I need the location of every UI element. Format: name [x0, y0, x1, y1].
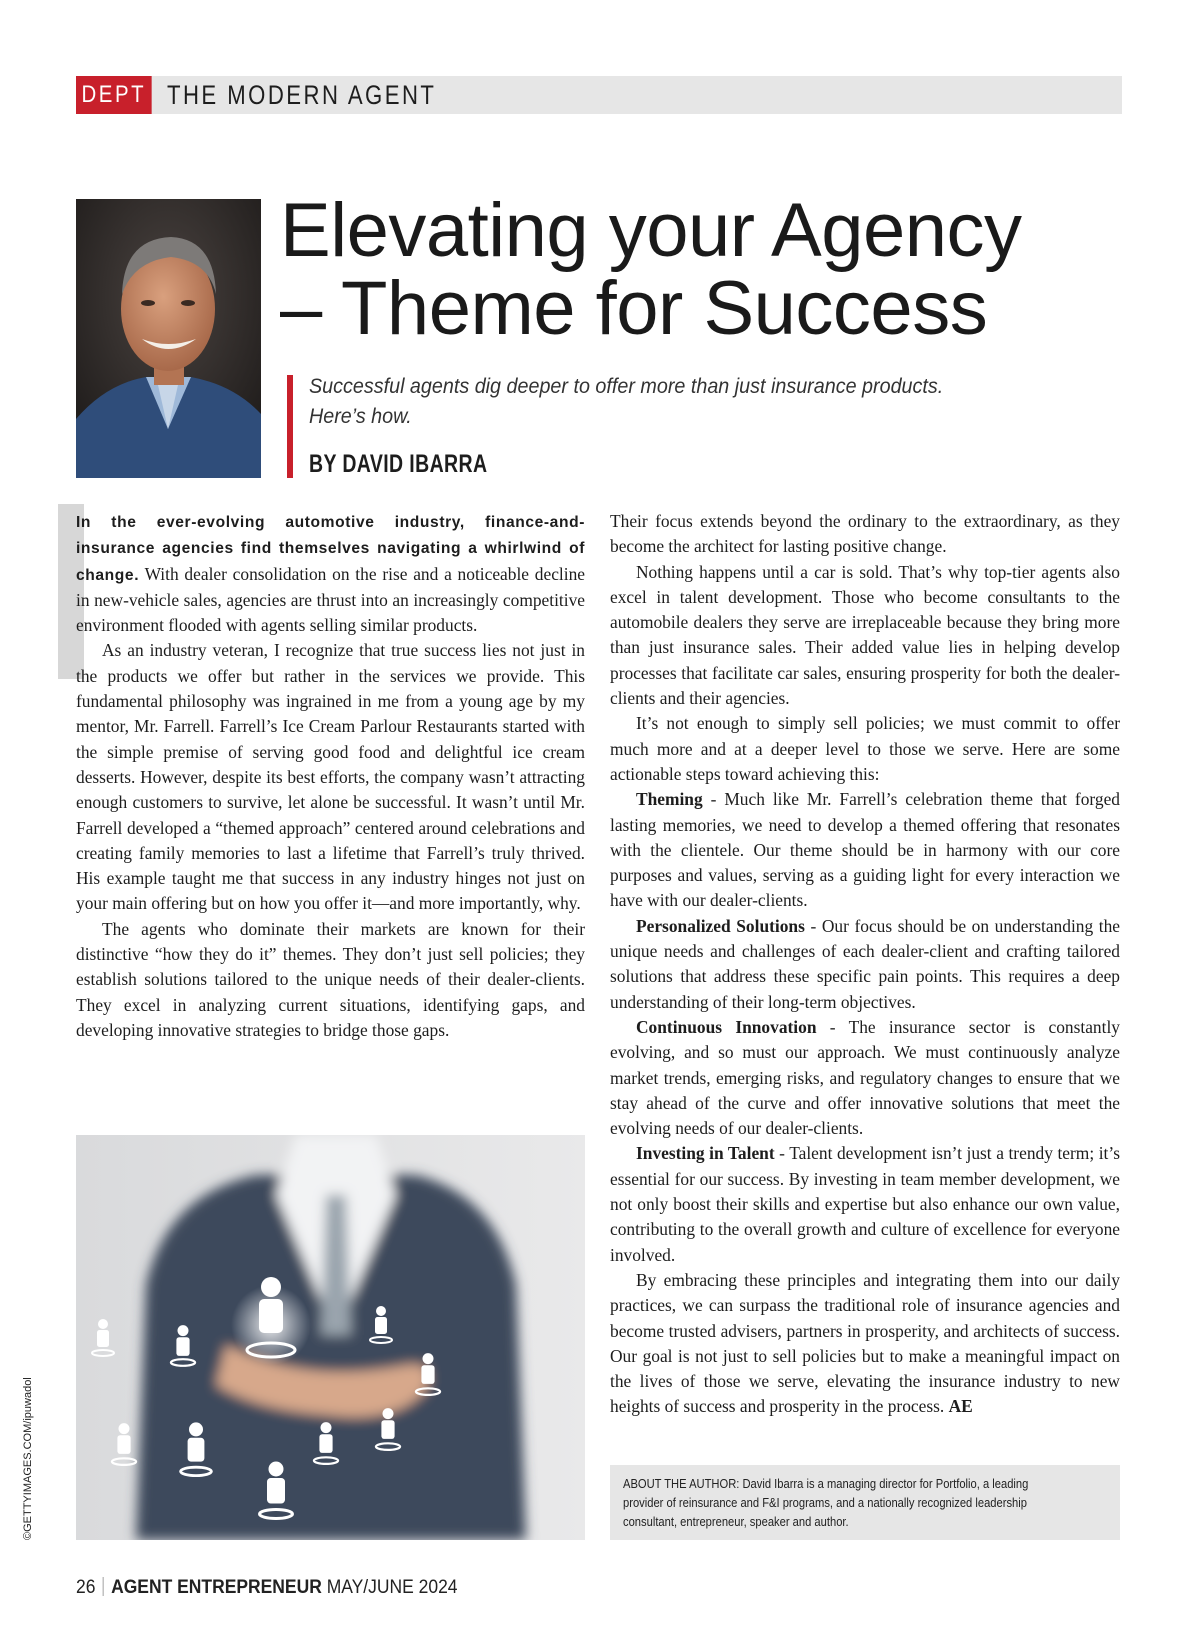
paragraph-personalized [610, 914, 1120, 1015]
issue-date: MAY/JUNE 2024 [326, 1577, 458, 1598]
paragraph-closing [610, 1268, 1120, 1420]
article-title-line-1: Elevating your Agency [280, 188, 1022, 273]
term-talent: Investing in Talent [636, 1143, 775, 1164]
paragraph: It’s not enough to simply sell policies; we must commit to offer much more and at a deeper level to those we serve. Here are some actionable steps toward achieving this: [610, 713, 1120, 784]
footer-divider [103, 1577, 104, 1596]
paragraph-text: - Talent development isn’t just a trendy term; it’s essential for our success. By investing in team member development, we not only boost their skills and expertise but also enhance our own value, contributing to the overall growth and culture of excellence for everyone involved. [610, 1143, 1120, 1265]
magazine-name: AGENT ENTREPRENEUR [111, 1577, 322, 1598]
paragraph-text: - Our focus should be on understanding the unique needs and challenges of each dealer-client and crafting tailored solutions that address these specific pain points. This requires a deep understanding of their long-term objectives. [610, 915, 1120, 1012]
byline: BY DAVID IBARRA [309, 450, 488, 478]
section-title: THE MODERN AGENT [167, 80, 437, 110]
paragraph-innovation [610, 1015, 1120, 1141]
paragraph-text: By embracing these principles and integrating them into our daily practices, we can surpass the traditional role of insurance agencies and become trusted advisers, partners in prosperity, and architects of success. Our goal is not just to sell policies but to make a meaningful impact on the lives of those we serve, elevating the insurance industry to new heights of success and prosperity in the process. [610, 1269, 1120, 1417]
author-portrait [76, 199, 261, 478]
paragraph-theming [610, 787, 1120, 913]
end-mark: AE [948, 1396, 973, 1417]
paragraph-text: - The insurance sector is constantly evolving, and so must our approach. We must continuously analyze market trends, emerging risks, and regulatory changes to ensure that we stay ahead of the curve and offer innovative solutions that meet the evolving needs of our dealer-clients. [610, 1016, 1120, 1139]
paragraph [76, 509, 585, 638]
dept-tag: DEPT [76, 76, 152, 114]
deck-line-1: Successful agents dig deeper to offer more than just insurance products. [309, 375, 944, 398]
page-number: 26 [76, 1577, 96, 1598]
article-title [280, 188, 1140, 351]
paragraph: Their focus extends beyond the ordinary to the extraordinary, as they become the architect for lasting positive change. [610, 511, 1120, 557]
term-theming: Theming [636, 789, 703, 810]
about-author-text: ABOUT THE AUTHOR: David Ibarra is a managing director for Portfolio, a leading provider of reinsurance and F&I programs, and a nationally recognized leadership consultant, entrepreneur, speaker and author. [623, 1476, 1029, 1529]
stock-photo-hand-network [76, 1135, 585, 1540]
body-column-left [76, 509, 585, 1043]
deck-accent-bar [287, 375, 293, 478]
paragraph-talent [610, 1141, 1120, 1267]
article-title-line-2: – Theme for Success [280, 266, 988, 351]
page-footer [76, 1577, 458, 1599]
paragraph: The agents who dominate their markets are known for their distinctive “how they do it” themes. They don’t just sell policies; they establish solutions tailored to the unique needs of their dealer-clients. They excel in analyzing current situations, identifying gaps, and developing innovative strategies to bridge those gaps. [76, 918, 585, 1040]
paragraph-text: With dealer consolidation on the rise and a noticeable decline in new-vehicle sales, agencies are thrust into an increasingly competitive environment flooded with agents selling similar products. [76, 563, 585, 636]
article-deck [309, 372, 986, 432]
term-innovation: Continuous Innovation [636, 1016, 817, 1037]
photo-credit: ©GETTYIMAGES.COM/ipuwadol [22, 1377, 34, 1540]
paragraph: Nothing happens until a car is sold. That’s why top-tier agents also excel in talent development. Those who become consultants to the automobile dealers they serve are irreplaceable because they bring more than just insurance sales. Their added value lies in helping develop processes that facilitate car sales, ensuring prosperity for both the dealer-clients and their agencies. [610, 561, 1120, 709]
deck-line-2: Here’s how. [309, 405, 412, 428]
paragraph-text: - Much like Mr. Farrell’s celebration theme that forged lasting memories, we need to develop a themed offering that resonates with the clientele. Our theme should be in harmony with our core purposes and values, serving as a guiding light for every interaction we have with our dealer-clients. [610, 789, 1120, 911]
paragraph: As an industry veteran, I recognize that true success lies not just in the products we offer but rather in the services we provide. This fundamental philosophy was ingrained in me from a young age by my mentor, Mr. Farrell. Farrell’s Ice Cream Parlour Restaurants started with the simple premise of serving good food and delightful ice cream desserts. However, despite its best efforts, the company wasn’t attracting enough customers to survive, let alone be successful. It wasn’t until Mr. Farrell developed a “themed approach” centered around celebrations and creating family memories to last a lifetime that Farrell’s truly thrived. His example taught me that success in any industry hinges not just on your main offering but on how you offer it—and more importantly, why. [76, 640, 585, 914]
body-column-right [610, 509, 1120, 1420]
term-personalized: Personalized Solutions [636, 915, 805, 936]
lead-in: In the ever-evolving automotive industry, finance-and-insurance agencies find themselves navigating a whirlwind of change. [76, 514, 585, 584]
